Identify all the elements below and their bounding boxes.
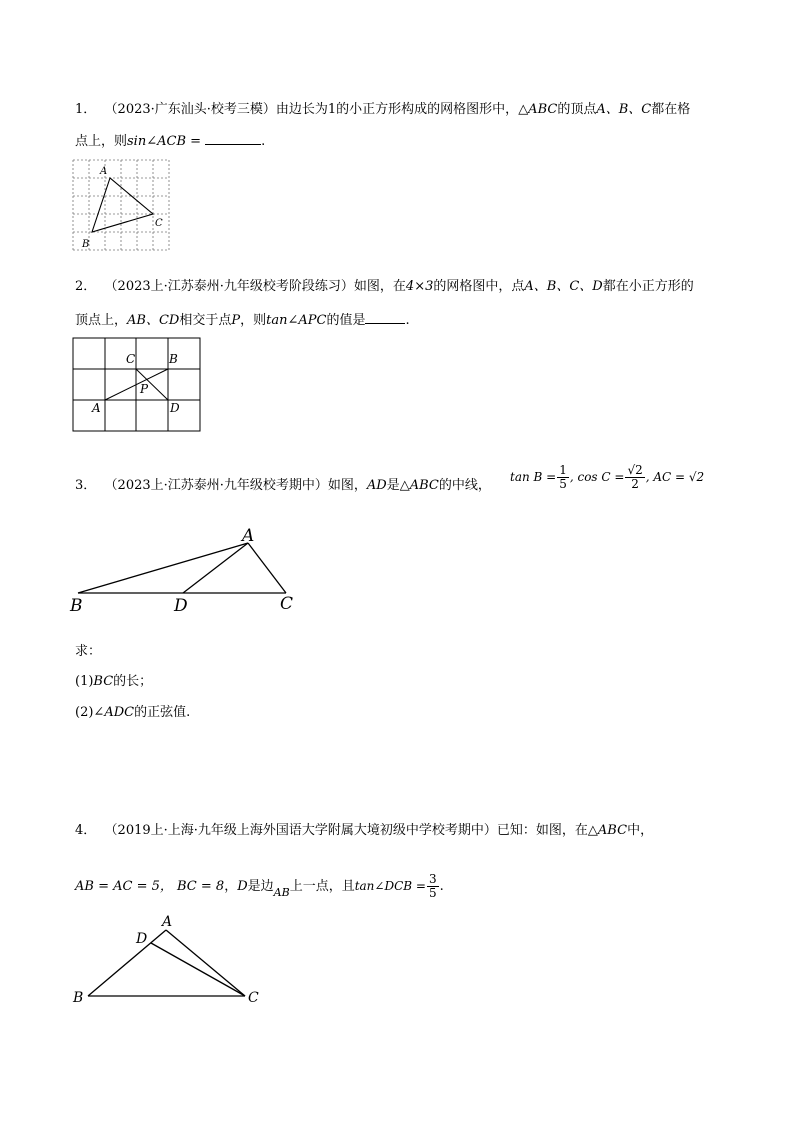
q4-denominator: 5 [428, 886, 437, 900]
q4-text3: 是边 [247, 879, 274, 894]
q2-line2-d: 的值是 [326, 313, 366, 328]
q1-text1: 由边长为1的小正方形构成的网格图形中， [275, 102, 519, 117]
q4-numerator: 3 [428, 872, 437, 886]
q2-label-a: A [92, 401, 101, 415]
q1-text2: 的顶点 [557, 102, 597, 117]
q4-triangle-figure [70, 912, 270, 1008]
q3-label-c: C [280, 594, 294, 614]
q2-label-p: P [140, 382, 149, 396]
q2-segments: AB、CD [127, 313, 180, 328]
q1-points: A、B、C [596, 102, 652, 117]
q1-text3: 都在格 [651, 102, 691, 117]
q2-label-c: C [126, 352, 136, 366]
q4-line2 [75, 872, 444, 907]
q4-side-ac [166, 930, 245, 996]
q1-grid-lines [73, 160, 169, 250]
q1-line2 [75, 132, 265, 151]
q4-end: . [439, 879, 444, 894]
q4-label-a: A [162, 914, 173, 930]
q4-number: 4． [75, 823, 97, 838]
q2-points: A、B、C、D [524, 279, 603, 294]
q4-side-ab: AB [273, 886, 290, 899]
q4-label-d: D [136, 931, 148, 947]
q4-cond1: AB = AC = 5， [75, 879, 173, 894]
q1-number: 1． [75, 102, 97, 117]
q2-line1 [75, 278, 694, 296]
q3-label-a: A [242, 526, 255, 546]
q2-grid-figure [72, 337, 202, 433]
q4-text1: 已知：如图，在 [496, 823, 588, 838]
q2-number: 2． [75, 279, 97, 294]
q3-triangle-figure [68, 527, 308, 617]
q2-line2-c: ，则 [240, 313, 267, 328]
q2-end: . [405, 313, 410, 328]
q3-conditions [510, 458, 704, 496]
q3-ask: 求： [75, 644, 102, 659]
q1-label-c: C [155, 218, 163, 229]
q1-label-a: A [100, 166, 108, 177]
q3-text1: 如图， [327, 478, 367, 493]
q2-line2 [75, 311, 410, 330]
q3-text3: 的中线， [438, 478, 491, 493]
q4-point-d: D [237, 879, 248, 894]
q3-part1-text: 的长； [113, 674, 153, 689]
q1-line1 [75, 101, 690, 119]
q3-side-ac [248, 543, 286, 593]
q4-source: （2019上·上海·九年级上海外国语大学附属大境初级中学校考期中） [104, 823, 497, 838]
q2-source: （2023上·江苏泰州·九年级校考阶段练习） [104, 279, 354, 294]
q3-cos-numerator: √2 [627, 463, 643, 477]
q3-side-ab [78, 543, 248, 593]
q3-cond-ac: , AC = √2 [645, 470, 705, 484]
q2-text3: 都在小正方形的 [602, 279, 694, 294]
q4-expression: tan∠DCB = [354, 879, 426, 893]
q3-cos-denominator: 2 [631, 477, 639, 491]
q2-expression: tan∠APC [266, 313, 327, 328]
q1-end: . [261, 134, 266, 149]
q4-label-b: B [73, 990, 84, 1006]
q4-triangle: △ABC [587, 823, 628, 838]
q3-cond-tan: tan B = [510, 470, 557, 484]
q2-answer-blank[interactable] [365, 311, 405, 324]
q3-part1-num: (1) [75, 674, 94, 689]
q3-part2 [75, 704, 190, 722]
q2-grid-size: 4×3 [405, 279, 434, 294]
q3-line1 [75, 477, 491, 495]
q4-text4: 上一点，且 [289, 879, 355, 894]
q3-source: （2023上·江苏泰州·九年级校考期中） [104, 478, 328, 493]
q4-side-ab [88, 930, 166, 996]
q2-line2-a: 顶点上， [75, 313, 128, 328]
q3-text2: 是 [386, 478, 400, 493]
q2-label-d: D [170, 401, 180, 415]
q1-label-b: B [82, 239, 90, 250]
q3-label-b: B [70, 596, 83, 616]
q4-cond3: ， [224, 879, 238, 894]
q4-cond2: BC = 8 [177, 879, 225, 894]
q3-tan-denominator: 5 [559, 477, 567, 491]
q2-text1: 如图，在 [353, 279, 406, 294]
q3-part2-var: ∠ADC [93, 705, 135, 720]
q3-part2-text: 的正弦值. [134, 705, 191, 720]
q4-text2: 中， [627, 823, 654, 838]
q2-line2-b: 相交于点 [179, 313, 232, 328]
q1-line2-text: 点上，则 [75, 134, 128, 149]
q3-part2-num: (2) [75, 705, 94, 720]
q3-cos-fraction [625, 464, 644, 491]
q3-tan-numerator: 1 [559, 463, 567, 477]
q1-triangle: △ABC [518, 102, 558, 117]
q3-label-d: D [174, 596, 188, 616]
q3-part1-var: BC [93, 674, 114, 689]
q2-label-b: B [169, 352, 178, 366]
q3-part1 [75, 673, 152, 691]
q4-label-c: C [248, 990, 259, 1006]
q1-answer-blank[interactable] [205, 132, 261, 145]
q1-grid-figure [72, 158, 172, 252]
q1-expression: sin∠ACB = [127, 134, 202, 149]
q1-triangle-shape [92, 178, 153, 232]
q3-cond-cos: , cos C = [569, 470, 625, 484]
q4-segment-dc [151, 943, 245, 996]
q3-median-ad [183, 543, 248, 593]
q3-triangle: △ABC [399, 478, 439, 493]
q4-fraction [427, 873, 439, 900]
q3-number: 3． [75, 478, 97, 493]
q3-median: AD [366, 478, 387, 493]
q2-point-p: P [231, 313, 241, 328]
q4-line1 [75, 822, 653, 840]
q2-text2: 的网格图中，点 [433, 279, 525, 294]
q1-source: （2023·广东汕头·校考三模） [104, 102, 276, 117]
q3-tan-fraction [557, 464, 569, 491]
